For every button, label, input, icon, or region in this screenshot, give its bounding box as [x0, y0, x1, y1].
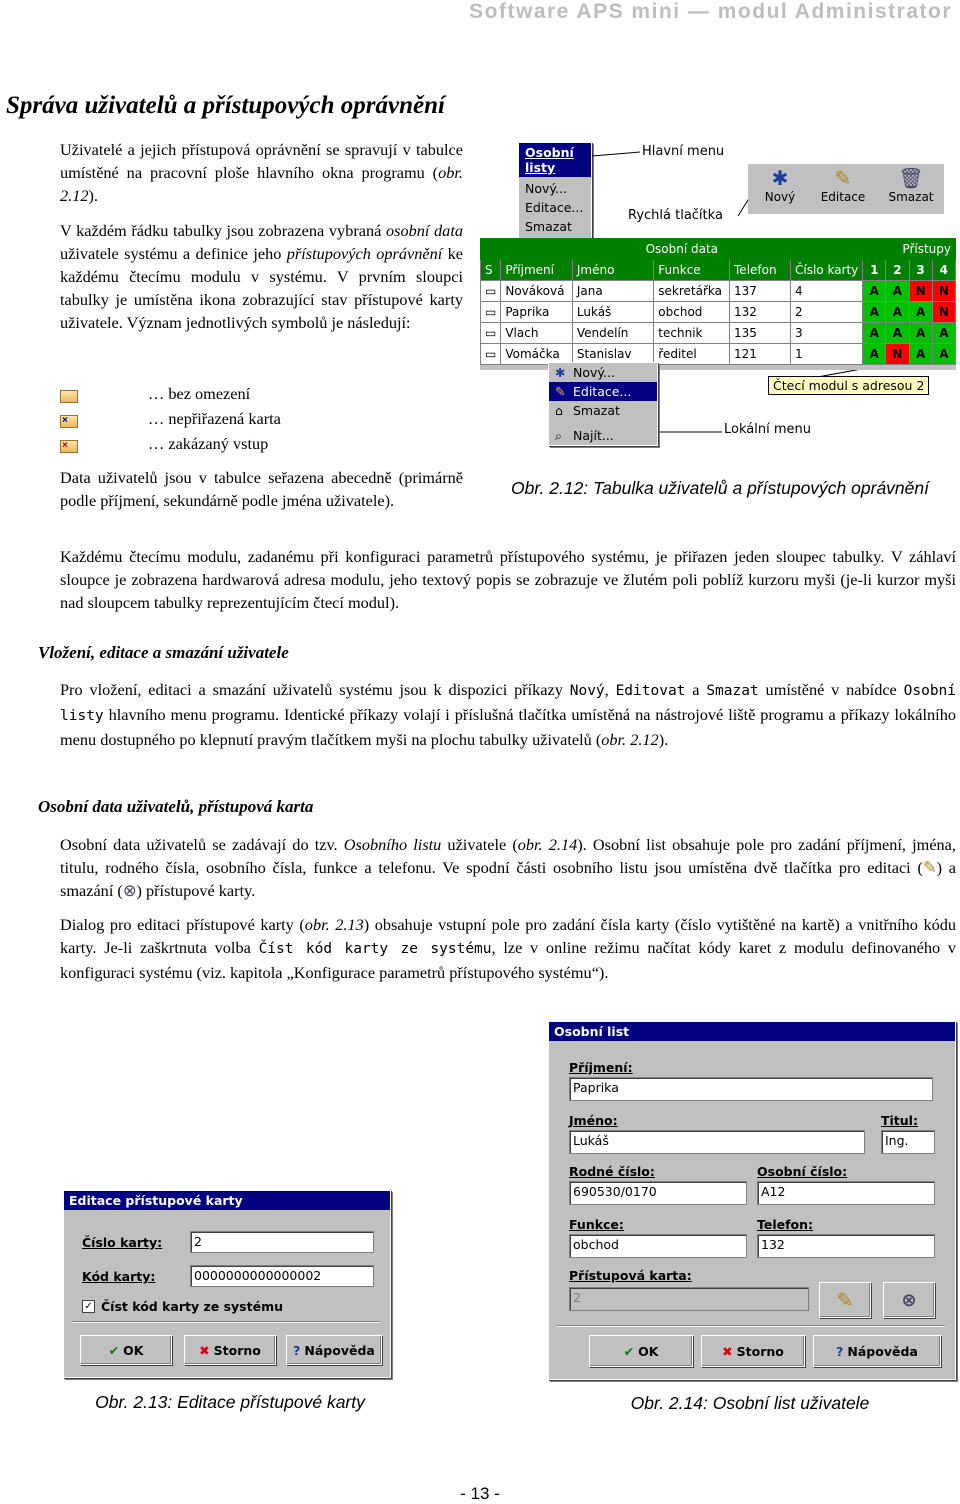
birth-number-input[interactable]: 690530/0170: [569, 1181, 747, 1205]
intro-paragraph-1: Uživatelé a jejich přístupová oprávnění se spravují v tabulce umístěné na pracovní ploše hlavního okna programu (obr. 2.12).: [60, 140, 463, 205]
help-icon: ?: [293, 1342, 301, 1358]
trash-icon: 🗑: [898, 166, 924, 190]
function-label: Funkce:: [569, 1217, 624, 1232]
table-row[interactable]: ▭ Nováková Jana sekretářka 137 4 A A N N: [481, 281, 956, 302]
menu-edit[interactable]: Editace...: [525, 200, 584, 215]
access-card-input: 2: [569, 1287, 809, 1311]
local-menu-delete[interactable]: ⌂ Smazat: [555, 403, 620, 418]
card-ok-icon: ▭: [481, 281, 501, 302]
local-menu-new[interactable]: ✱ Nový...: [555, 365, 615, 380]
dialog-title: Editace přístupové karty: [64, 1191, 390, 1210]
page-number: - 13 -: [460, 1484, 500, 1503]
edit-card-button[interactable]: [819, 1282, 871, 1318]
title-input[interactable]: Ing.: [881, 1130, 935, 1154]
figure-2-13-caption: Obr. 2.13: Editace přístupové karty: [95, 1392, 365, 1412]
phone-input[interactable]: 132: [757, 1234, 935, 1258]
card-ok-icon: ▭: [481, 344, 501, 365]
section-title-insert-edit-delete: Vložení, editace a smazání uživatele: [38, 643, 289, 662]
users-table[interactable]: [480, 238, 956, 370]
menu-delete[interactable]: Smazat: [525, 219, 572, 234]
table-row[interactable]: ▭ Vlach Vendelín technik 135 3 A A A A: [481, 323, 956, 344]
col-function[interactable]: Funkce: [654, 260, 730, 281]
divider: [557, 1325, 945, 1327]
col-reader-2[interactable]: 2: [886, 260, 909, 281]
check-icon: ✔: [623, 1343, 635, 1359]
table-header-row: [481, 260, 956, 281]
section2-paragraph-1: Osobní data uživatelů se zadávají do tzv. Osobního listu uživatele (obr. 2.14). Osobní list obsahuje pole pro zadání příjmení, jména, titulu, rodného čísla, osobního čísla, funkce a telefonu. Ve spodní části osobního listu jsou umístěna dvě tlačítka pro editaci (✎) a smazání (⊗) přístupové karty.: [60, 835, 956, 900]
title-label: Titul:: [881, 1113, 918, 1128]
col-reader-3[interactable]: 3: [909, 260, 932, 281]
callout-main-menu: Hlavní menu: [642, 144, 725, 159]
personal-number-input[interactable]: A12: [757, 1181, 935, 1205]
divider: [72, 1321, 380, 1323]
help-icon: ?: [836, 1343, 844, 1359]
cancel-button[interactable]: ✖ Storno: [701, 1335, 805, 1367]
surname-input[interactable]: Paprika: [569, 1077, 933, 1101]
local-menu-find[interactable]: ⌕ Najít...: [555, 428, 614, 443]
col-phone[interactable]: Telefon: [730, 260, 791, 281]
dialog-edit-access-card: [63, 1190, 391, 1378]
col-reader-4[interactable]: 4: [932, 260, 955, 281]
group-personal-data: Osobní data: [501, 239, 863, 260]
cancel-button[interactable]: ✖ Storno: [184, 1335, 276, 1365]
access-card-label: Přístupová karta:: [569, 1268, 692, 1283]
card-code-input[interactable]: 0000000000000002: [190, 1265, 374, 1287]
figure-2-12-caption: Obr. 2.12: Tabulka uživatelů a přístupových oprávnění: [511, 478, 929, 498]
col-name[interactable]: Jméno: [572, 260, 653, 281]
figure-2-14-caption: Obr. 2.14: Osobní list uživatele: [630, 1393, 870, 1413]
close-icon: ✖: [722, 1343, 733, 1359]
ok-button[interactable]: ✔ OK: [589, 1335, 693, 1367]
table-row[interactable]: ▭ Paprika Lukáš obchod 132 2 A A A N: [481, 302, 956, 323]
col-card[interactable]: Číslo karty: [791, 260, 863, 281]
callout-toolbar: Rychlá tlačítka: [628, 208, 723, 223]
card-number-input[interactable]: 2: [190, 1231, 374, 1253]
trash-icon: ⌂: [555, 403, 563, 418]
checkbox-checked-icon: ✓: [82, 1300, 95, 1313]
menu-new[interactable]: Nový...: [525, 181, 567, 196]
local-menu-edit[interactable]: ✎ Editace...: [549, 382, 657, 401]
edit-icon: ✎: [555, 384, 566, 399]
col-surname[interactable]: Příjmení: [501, 260, 573, 281]
figure-2-12: [480, 142, 956, 462]
edit-icon: ✎: [836, 1288, 854, 1312]
page-title: Správa uživatelů a přístupových oprávnění: [6, 92, 445, 119]
local-menu: [548, 362, 658, 446]
table-row[interactable]: ▭ Vomáčka Stanislav ředitel 121 1 A N A A: [481, 344, 956, 365]
card-denied-icon: ×: [60, 440, 78, 453]
ok-button[interactable]: ✔ OK: [80, 1335, 172, 1365]
menu-personal-lists[interactable]: Osobní listy: [519, 143, 591, 177]
card-ok-icon: [60, 390, 78, 403]
toolbar-delete-button[interactable]: 🗑 Smazat: [882, 166, 940, 204]
read-code-checkbox[interactable]: ✓ Číst kód karty ze systému: [82, 1299, 283, 1314]
card-code-label: Kód karty:: [82, 1269, 156, 1284]
section1-paragraph: Pro vložení, editaci a smazání uživatelů systému jsou k dispozici příkazy Nový, Editovat a Smazat umístěné v nabídce Osobní listy hlavního menu programu. Identické příkazy volají i příslušná tlačítka umístěná na nástrojové liště programu a příkazy lokálního menu dostupného po klepnutí pravým tlačítkem myši na plochu tabulky uživatelů (obr. 2.12).: [60, 680, 957, 749]
personal-number-label: Osobní číslo:: [757, 1164, 848, 1179]
birth-number-label: Rodné číslo:: [569, 1164, 655, 1179]
paragraph-readers: Každému čtecímu modulu, zadanému při konfiguraci parametrů přístupového systému, je přiřazen jeden sloupec tabulky. V záhlaví sloupce je zobrazena hardwarová adresa modulu, jeho textový popis se zobrazuje ve žlutém poli poblíž kurzoru myši (je-li kurzor myši nad sloupcem tabulky reprezentujícím čtecí modul).: [60, 547, 956, 612]
help-button[interactable]: ? Nápověda: [813, 1335, 941, 1367]
card-ok-icon: ▭: [481, 323, 501, 344]
function-input[interactable]: obchod: [569, 1234, 747, 1258]
dialog-title: Osobní list: [549, 1022, 955, 1041]
edit-icon: ✎: [834, 166, 852, 190]
close-icon: ✖: [199, 1342, 210, 1358]
name-label: Jméno:: [569, 1113, 618, 1128]
section-title-personal-data: Osobní data uživatelů, přístupová karta: [38, 797, 314, 816]
phone-label: Telefon:: [757, 1217, 814, 1232]
card-ok-icon: ▭: [481, 302, 501, 323]
intro-paragraph-3: Data uživatelů jsou v tabulce seřazena abecedně (primárně podle příjmení, sekundárně podle jména uživatele).: [60, 468, 463, 510]
intro-paragraph-2: V každém řádku tabulky jsou zobrazena vybraná osobní data uživatele systému a definice jeho přístupových oprávnění ke každému čtecímu modulu v systému. V prvním sloupci tabulky je umístěna ikona zobrazující stav přístupové karty uživatele. Význam jednotlivých symbolů je následují:: [60, 221, 464, 332]
surname-label: Příjmení:: [569, 1060, 633, 1075]
quick-toolbar: [748, 164, 944, 214]
help-button[interactable]: ? Nápověda: [286, 1335, 382, 1365]
trash-icon: ⊗: [901, 1289, 917, 1311]
name-input[interactable]: Lukáš: [569, 1130, 865, 1154]
dialog-personal-sheet: [548, 1021, 956, 1380]
col-reader-1[interactable]: 1: [863, 260, 886, 281]
callout-local-menu: Lokální menu: [724, 422, 811, 437]
new-icon: ✱: [771, 166, 789, 190]
col-status[interactable]: S: [481, 260, 501, 281]
trash-icon: ⊗: [122, 881, 137, 900]
check-icon: ✔: [108, 1342, 120, 1358]
new-icon: ✱: [555, 365, 566, 380]
reader-tooltip: Čtecí modul s adresou 2: [768, 376, 929, 395]
toolbar-new-button[interactable]: ✱ Nový: [754, 166, 806, 204]
toolbar-edit-button[interactable]: ✎ Editace: [814, 166, 872, 204]
section2-paragraph-2: Dialog pro editaci přístupové karty (obr. 2.13) obsahuje vstupní pole pro zadání čísla karty (číslo vytištěné na kartě) a vnitřního kódu karty. Je-li zaškrtnuta volba Číst kód karty ze systému, lze v online režimu načítat kódy karet z modulu definovaného v konfiguraci systému (viz. kapitola „Konfigurace parametrů přístupového systému“).: [60, 915, 957, 982]
group-access: Přístupy: [863, 239, 956, 260]
edit-icon: ✎: [922, 858, 937, 877]
delete-card-button[interactable]: [883, 1282, 935, 1318]
running-header: Software APS mini — modul Administrator: [469, 0, 952, 23]
search-icon: ⌕: [555, 428, 563, 443]
card-number-label: Číslo karty:: [82, 1235, 163, 1250]
card-unassigned-icon: ×: [60, 415, 78, 428]
